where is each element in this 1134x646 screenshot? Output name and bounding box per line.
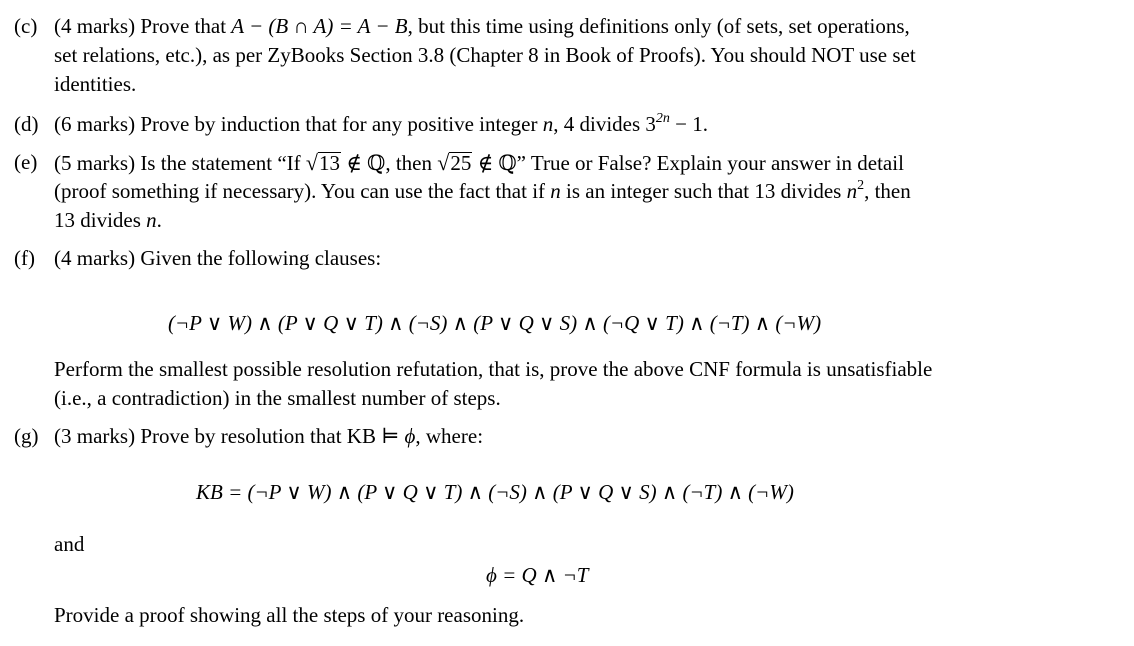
question-f-formula: (¬P ∨ W) ∧ (P ∨ Q ∨ T) ∧ (¬S) ∧ (P ∨ Q ∨ S) ∧ (¬Q ∨ T) ∧ (¬T) ∧ (¬W)	[168, 311, 822, 335]
question-e-text-c: ∉ ℚ” True or False? Explain your answer in detail	[472, 151, 904, 175]
question-c-identity: A − (B ∩ A) = A − B	[231, 14, 408, 38]
question-e-text-b: ∉ ℚ, then	[341, 151, 432, 175]
question-c-text-cont: , but this time using definitions only (of sets, set operations,	[407, 14, 910, 38]
question-f-intro: Given the following clauses:	[140, 246, 382, 270]
question-g-line-1	[54, 424, 483, 449]
question-e-var-n: n	[550, 179, 561, 203]
question-c-line-1	[54, 14, 910, 39]
question-d-text: Prove by induction that for any positive integer	[140, 112, 538, 136]
question-c-label: (c)	[14, 14, 38, 38]
question-e-line-1	[54, 150, 904, 176]
question-c-marks: (4 marks)	[54, 14, 136, 38]
question-d-line-1	[54, 112, 708, 137]
question-e-square: 2	[857, 178, 865, 193]
question-e-line-3-period: .	[156, 208, 162, 232]
question-f-label: (f)	[14, 246, 35, 270]
question-g-intro-b: , where:	[415, 424, 484, 448]
question-g-closing: Provide a proof showing all the steps of your reasoning.	[54, 603, 525, 627]
question-c-line-2: set relations, etc.), as per ZyBooks Section 3.8 (Chapter 8 in Book of Proofs). You should NOT use set	[54, 43, 916, 67]
question-g-and: and	[54, 532, 85, 556]
question-e-line-2-text-b: is an integer such that 13 divides	[566, 179, 842, 203]
question-f-instruction-2: (i.e., a contradiction) in the smallest number of steps.	[54, 386, 501, 410]
question-e-radicand-2: 25	[450, 151, 472, 175]
question-d-label: (d)	[14, 112, 39, 136]
question-c-line-3: identities.	[54, 72, 137, 96]
question-e-line-2	[54, 179, 911, 204]
question-g-marks: (3 marks)	[54, 424, 136, 448]
question-g-intro: Prove by resolution that KB ⊨	[140, 424, 400, 448]
question-d-text-c: − 1.	[669, 112, 708, 136]
question-g-label: (g)	[14, 424, 39, 448]
question-f-marks: (4 marks)	[54, 246, 136, 270]
question-e-var-n-3: n	[146, 208, 157, 232]
question-g-phi-formula: ϕ = Q ∧ ¬T	[486, 563, 589, 587]
question-e-radicand-1: 13	[319, 151, 340, 175]
question-f-instruction-1: Perform the smallest possible resolution refutation, that is, prove the above CNF formula is unsatisfiable	[54, 357, 933, 381]
question-g-kb-formula: KB = (¬P ∨ W) ∧ (P ∨ Q ∨ T) ∧ (¬S) ∧ (P ∨ Q ∨ S) ∧ (¬T) ∧ (¬W)	[196, 480, 794, 504]
question-d-var-n: n	[542, 112, 554, 136]
question-g-phi: ϕ	[404, 424, 416, 448]
sqrt-icon: √	[437, 150, 450, 175]
question-c-text: Prove that	[140, 14, 227, 38]
sqrt-icon: √	[305, 150, 318, 175]
question-e-line-3	[54, 208, 162, 233]
question-f-line-1	[54, 246, 381, 271]
question-e-text: Is the statement “If	[140, 151, 301, 175]
question-e-label: (e)	[14, 150, 38, 174]
question-e-line-2-text-c: , then	[864, 179, 911, 203]
question-e-var-n-2: n	[846, 179, 858, 203]
question-d-exponent: 2n	[655, 111, 670, 126]
question-e-marks: (5 marks)	[54, 151, 136, 175]
question-d-text-b: , 4 divides 3	[553, 112, 656, 136]
question-d-marks: (6 marks)	[54, 112, 136, 136]
question-e-line-3-text: 13 divides	[54, 208, 141, 232]
question-e-line-2-text: (proof something if necessary). You can use the fact that if	[54, 179, 546, 203]
